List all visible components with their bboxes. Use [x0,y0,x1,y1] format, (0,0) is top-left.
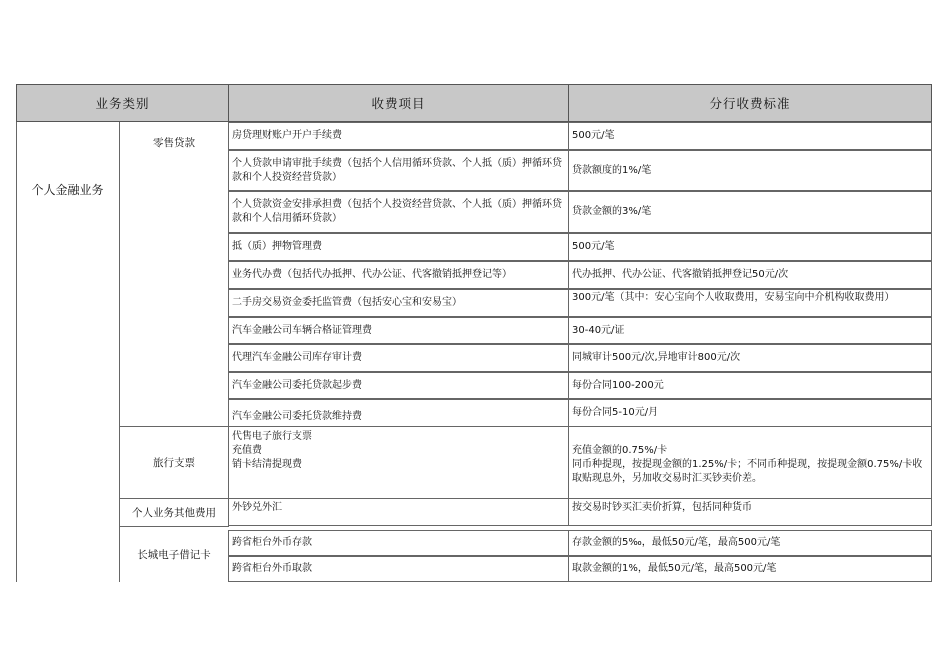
row-6-fee: 300元/笔（其中：安心宝向个人收取费用，安易宝向中介机构收取费用） [568,289,932,317]
row-7-item: 汽车金融公司车辆合格证管理费 [228,317,569,344]
header-branch-standard: 分行收费标准 [568,84,932,122]
row-4-fee: 500元/笔 [568,233,932,261]
group-debit-card: 长城电子借记卡 [137,548,211,561]
row-11-item-text: 代售电子旅行支票 充值费 销卡结清提现费 [232,431,312,470]
row-4-item: 抵（质）押物管理费 [228,233,569,261]
row-3-item: 个人贷款资金安排承担费（包括个人投资经营贷款、个人抵（质）押循环贷款和个人信用循环贷款） [228,191,569,233]
row-12-fee: 按交易时钞买汇卖价折算，包括同种货币 [568,498,932,526]
header-fee-item: 收费项目 [228,84,569,122]
row-11-fee-text: 充值金额的0.75%/卡 同币种提现，按提现金额的1.25%/卡；不同币种提现，按提现金额0.75%/卡收取贴现息外，另加收交易时汇买钞卖价差。 [572,445,923,484]
row-10-item: 汽车金融公司委托贷款维持费 [228,399,569,427]
row-9-item: 汽车金融公司委托贷款起步费 [228,372,569,399]
group-retail-loan: 零售贷款 [153,136,195,149]
row-10-fee: 每份合同5-10元/月 [568,399,932,427]
row-5-item: 业务代办费（包括代办抵押、代办公证、代客撤销抵押登记等） [228,261,569,289]
row-11-item [228,426,569,499]
row-2-item: 个人贷款申请审批手续费（包括个人信用循环贷款、个人抵（质）押循环贷款和个人投资经营贷款） [228,150,569,191]
row-14-item: 跨省柜台外币取款 [228,556,569,582]
row-11-fee [568,426,932,499]
row-8-item: 代理汽车金融公司库存审计费 [228,344,569,372]
row-7-fee: 30-40元/证 [568,317,932,344]
row-9-fee: 每份合同100-200元 [568,372,932,399]
row-8-fee: 同城审计500元/次,异地审计800元/次 [568,344,932,372]
row-3-fee: 贷款金额的3%/笔 [568,191,932,233]
row-5-fee: 代办抵押、代办公证、代客撤销抵押登记50元/次 [568,261,932,289]
row-1-item: 房贷理财账户开户手续费 [228,122,569,150]
group-travel-cheque: 旅行支票 [153,456,195,469]
row-13-fee: 存款金额的5‰，最低50元/笔，最高500元/笔 [568,530,932,556]
header-business-category: 业务类别 [16,84,229,122]
row-1-fee: 500元/笔 [568,122,932,150]
row-13-item: 跨省柜台外币存款 [228,530,569,556]
row-6-item: 二手房交易资金委托监管费（包括安心宝和安易宝） [228,289,569,317]
row-12-item: 外钞兑外汇 [228,498,569,526]
group-other-fees: 个人业务其他费用 [132,506,216,519]
row-2-fee: 贷款额度的1%/笔 [568,150,932,191]
row-14-fee: 取款金额的1%，最低50元/笔，最高500元/笔 [568,556,932,582]
category-personal-finance: 个人金融业务 [31,182,104,197]
